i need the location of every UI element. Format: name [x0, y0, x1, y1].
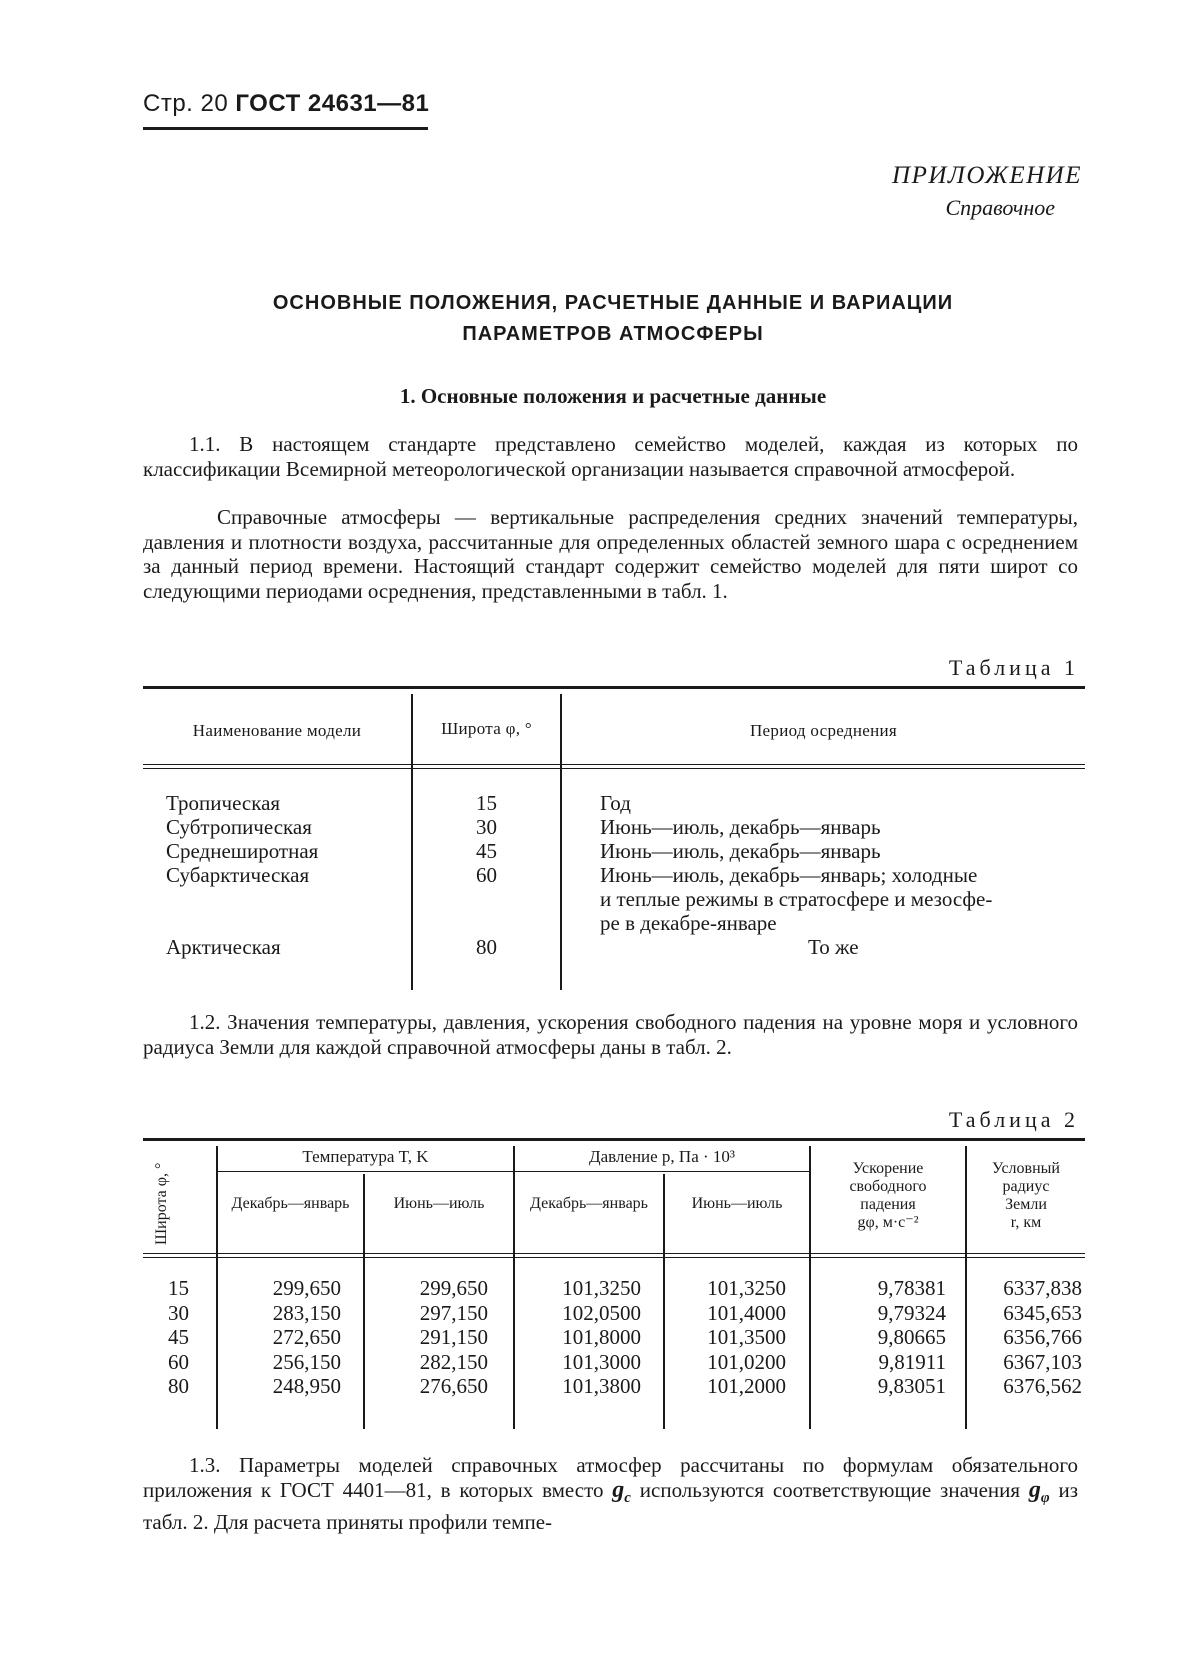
page-header	[143, 90, 429, 118]
g-subscript: c	[624, 1489, 631, 1506]
table1-row-name: Арктическая	[166, 935, 281, 959]
table2-cell: 256,150	[272, 1349, 341, 1374]
table2-cell: 6376,562	[1003, 1374, 1082, 1398]
paragraph-1-3-part-c: из табл. 2. Для расчета приняты профили темпе-	[143, 1477, 1079, 1534]
table2-header-temperature: Температура T, K	[302, 1147, 429, 1166]
table2-cell: 9,80665	[877, 1325, 946, 1349]
paragraph-1-3-part-a: 1.3. Параметры моделей справочных атмосфер рассчитаны по формулам обязательного приложения к ГОСТ 4401—81, в которых вместо	[143, 1453, 1078, 1502]
table2-header-lat: Широта φ, °	[153, 1162, 170, 1245]
table2-cell: 6367,103	[1003, 1349, 1082, 1374]
radius-header-line: r, км	[1010, 1214, 1042, 1231]
table2-col-temp-dec	[218, 1276, 341, 1399]
table2-cell: 297,150	[419, 1300, 488, 1325]
table2-cell: 6337,838	[1003, 1276, 1082, 1300]
table1-row-period: Год	[600, 791, 631, 815]
table2-cell: 9,79324	[877, 1300, 946, 1325]
table2-cell: 6345,653	[1003, 1300, 1082, 1325]
table2-cell: 299,650	[272, 1276, 341, 1300]
main-title-line2: ПАРАМЕТРОВ АТМОСФЕРЫ	[462, 323, 764, 345]
table1-row-period: То же	[808, 935, 859, 959]
table2-cell: 45	[168, 1325, 189, 1349]
paragraph-1-1: 1.1. В настоящем стандарте представлено семейство моделей, каждая из которых по классификации Всемирной метеорологической организации называется справочной атмосферой.	[143, 432, 1078, 481]
table1-caption: Таблица 1	[948, 655, 1079, 680]
table2-top-rule	[143, 1138, 1085, 1141]
table2-cell: 282,150	[419, 1349, 488, 1374]
table2-cell: 80	[168, 1374, 189, 1398]
table2-cell: 6356,766	[1003, 1325, 1082, 1349]
header-rule	[143, 127, 428, 130]
table2-sub-temp-dec: Декабрь—январь	[231, 1195, 350, 1212]
table2-cell: 101,2000	[707, 1374, 786, 1398]
accel-header-line: падения	[860, 1196, 916, 1213]
table2-header-rule-b	[143, 1257, 1085, 1258]
table1-row-period-cont: и теплые режимы в стратосфере и мезосфе-	[600, 887, 993, 911]
table2-cell: 101,3000	[562, 1349, 641, 1374]
table1-row-lat: 45	[476, 839, 497, 863]
radius-header-line: Условный	[992, 1160, 1060, 1177]
main-title-line1: ОСНОВНЫЕ ПОЛОЖЕНИЯ, РАСЧЕТНЫЕ ДАННЫЕ И ВАРИАЦИИ	[272, 292, 954, 314]
table2-col-press-jun	[665, 1276, 786, 1399]
appendix-subtitle: Справочное	[945, 195, 1055, 220]
table2-cell: 101,3500	[707, 1325, 786, 1349]
radius-header-line: радиус	[1002, 1178, 1050, 1195]
table2-sub-temp-jun: Июнь—июль	[393, 1195, 485, 1212]
g-phi-symbol	[1028, 1476, 1050, 1506]
appendix-title: ПРИЛОЖЕНИЕ	[892, 162, 1082, 189]
table2-cell: 291,150	[419, 1325, 488, 1349]
table2-header-rule-a	[143, 1253, 1085, 1254]
table1-row-lat: 15	[476, 791, 497, 815]
table2-cell: 30	[168, 1300, 189, 1325]
table2-cell: 276,650	[419, 1374, 488, 1398]
table1-row-name: Среднеширотная	[166, 839, 319, 863]
table2-cell: 101,3250	[707, 1276, 786, 1300]
table1-row-name: Субтропическая	[166, 815, 312, 839]
table2-caption: Таблица 2	[948, 1107, 1079, 1132]
table2-sub-press-dec: Декабрь—январь	[530, 1195, 648, 1212]
standard-number: ГОСТ 24631—81	[235, 90, 430, 117]
g-subscript: φ	[1040, 1489, 1050, 1506]
table1-header-name: Наименование модели	[192, 721, 362, 740]
paragraph-1-2: 1.2. Значения температуры, давления, ускорения свободного падения на уровне моря и условного радиуса Земли для каждой справочной атмосферы даны в табл. 2.	[143, 1010, 1078, 1059]
accel-header-line: свободного	[849, 1178, 927, 1195]
table2-cell: 101,8000	[562, 1325, 641, 1349]
table2-header-pressure: Давление p, Па · 10³	[588, 1147, 736, 1166]
table2-cell: 60	[168, 1349, 189, 1374]
g-symbol	[612, 1476, 631, 1506]
table2-cell: 248,950	[272, 1374, 341, 1398]
table1-row-period: Июнь—июль, декабрь—январь; холодные	[600, 863, 978, 887]
table2-cell: 101,0200	[707, 1349, 786, 1374]
table2-cell: 9,83051	[877, 1374, 946, 1398]
table1-row-lat: 80	[476, 935, 497, 959]
table2-cell: 15	[168, 1276, 189, 1300]
table1-row-name: Субарктическая	[166, 863, 310, 887]
table2-cell: 272,650	[272, 1325, 341, 1349]
paragraph-1-1b: Справочные атмосферы — вертикальные распределения средних значений температуры, давления и плотности воздуха, рассчитанные для определенных областей земного шара с осреднением за данный период времени. Настоящий стандарт содержит семейство моделей для пяти широт со следующими периодами осреднения, представленными в табл. 1.	[143, 505, 1078, 603]
table1-row-lat: 30	[476, 815, 497, 839]
table1-row-lat: 60	[476, 863, 497, 887]
accel-header-line: Ускорение	[852, 1160, 924, 1177]
table2-cell: 283,150	[272, 1300, 341, 1325]
table2-cell: 9,81911	[878, 1349, 946, 1374]
table2-cell: 299,650	[419, 1276, 488, 1300]
table2-cell: 101,3250	[562, 1276, 641, 1300]
table2-col-press-dec	[515, 1276, 641, 1399]
table2-col-radius	[967, 1276, 1082, 1399]
table2-cell: 9,78381	[877, 1276, 946, 1300]
table1-row-period: Июнь—июль, декабрь—январь	[600, 839, 881, 863]
table2-col-lat	[143, 1276, 214, 1399]
section-heading: 1. Основные положения и расчетные данные	[399, 384, 827, 408]
table2-col-accel	[811, 1276, 946, 1399]
page-number: Стр. 20	[143, 90, 229, 117]
table2-cell: 102,0500	[562, 1300, 641, 1325]
table2-sub-press-jun: Июнь—июль	[691, 1195, 783, 1212]
radius-header-line: Земли	[1005, 1196, 1047, 1213]
accel-header-line: gφ, м·с⁻²	[857, 1214, 919, 1231]
table1-header-rule-a	[143, 764, 1085, 765]
table1-header-lat: Широта φ, °	[441, 719, 532, 738]
paragraph-1-3	[143, 1453, 1078, 1535]
g-letter: g	[1028, 1476, 1041, 1503]
paragraph-1-3-part-b: используются соответствующие значения	[639, 1477, 1021, 1502]
table1-row-period: Июнь—июль, декабрь—январь	[600, 815, 881, 839]
table1-top-rule	[143, 686, 1085, 689]
table2-cell: 101,4000	[707, 1300, 786, 1325]
table1-header-period: Период осреднения	[749, 721, 898, 740]
table1-row-name: Тропическая	[166, 791, 281, 815]
table1-row-period-cont: ре в декабре-январе	[600, 911, 777, 935]
table1-header-rule-b	[143, 768, 1085, 769]
table2-col-temp-jun	[365, 1276, 488, 1399]
table2-cell: 101,3800	[562, 1374, 641, 1398]
g-letter: g	[612, 1476, 625, 1503]
